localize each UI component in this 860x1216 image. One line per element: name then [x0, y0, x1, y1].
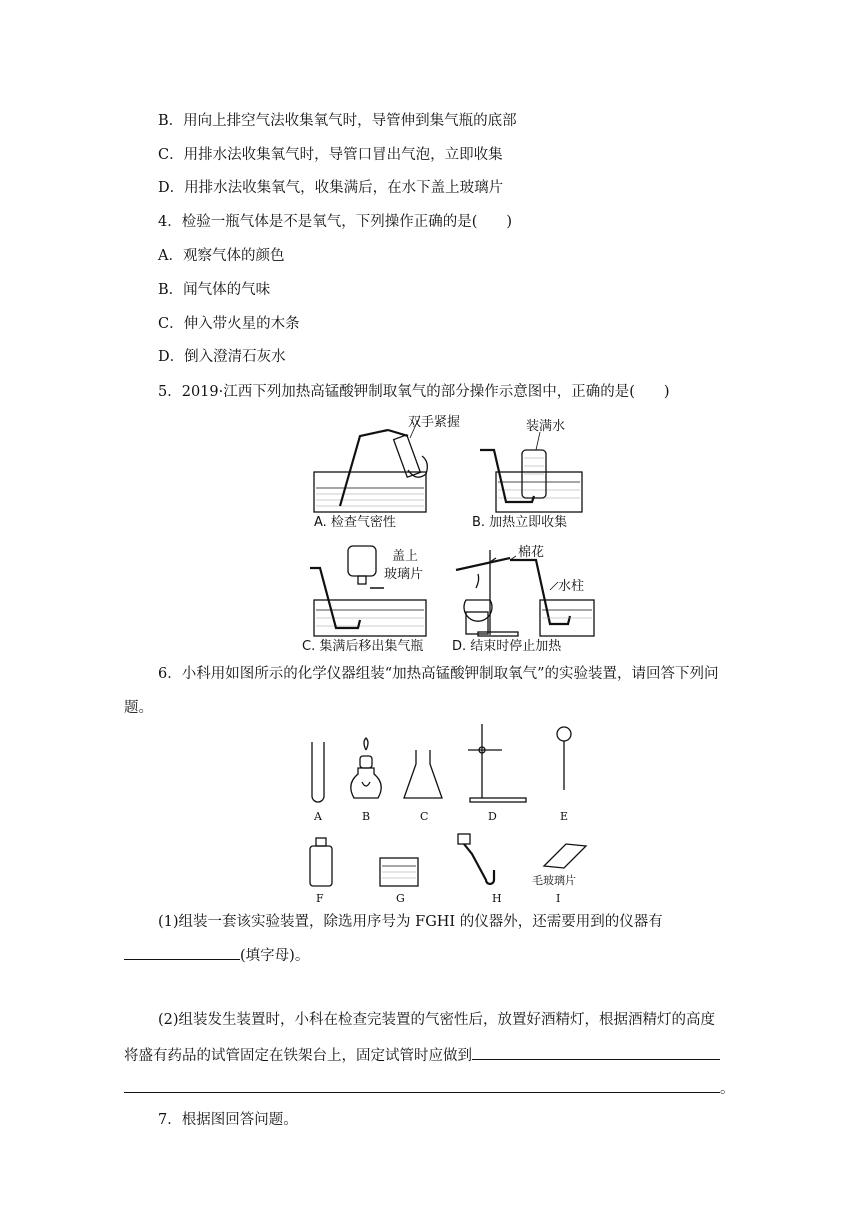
q5-figc-note2: 玻璃片 — [384, 567, 424, 582]
q3-option-d: D．用排水法收集氧气，收集满后，在水下盖上玻璃片 — [158, 180, 504, 196]
apparatus-c-conical-flask — [404, 750, 442, 823]
q4-stem: 4．检验一瓶气体是不是氧气，下列操作正确的是( ) — [158, 214, 513, 230]
q3-option-b: B．用向上排空气法收集氧气时，导管伸到集气瓶的底部 — [158, 113, 517, 129]
q6-part2-line1: (2)组装发生装置时，小科在检查完装置的气密性后，放置好酒精灯，根据酒精灯的高度 — [158, 1012, 716, 1028]
q6-part2-text: 将盛有药品的试管固定在铁架台上，固定试管时应做到 — [124, 1048, 472, 1064]
q6-part1-line2 — [124, 945, 309, 966]
q5-figc-caption: C. 集满后移出集气瓶 — [302, 639, 424, 654]
svg-text:E: E — [560, 810, 569, 823]
svg-text:F: F — [316, 892, 324, 905]
q6-part2-line3 — [124, 1078, 735, 1099]
apparatus-h-delivery-tube — [458, 834, 502, 905]
q6-part2-line2 — [124, 1045, 720, 1066]
q6-part2-answer-blank-a[interactable] — [472, 1045, 720, 1060]
q4-option-a: A．观察气体的颜色 — [158, 248, 285, 264]
q6-part1-answer-blank[interactable] — [124, 945, 240, 960]
q6-part2-answer-blank-b[interactable] — [124, 1078, 720, 1093]
q5-figure — [300, 410, 600, 655]
q6-apparatus-figure — [296, 720, 596, 905]
q5-panel-d — [452, 544, 594, 654]
apparatus-e-dropper — [557, 727, 571, 823]
q5-figa-caption: A. 检查气密性 — [314, 515, 396, 530]
svg-text:H: H — [492, 892, 502, 905]
svg-text:D: D — [488, 810, 497, 823]
q6-part1-suffix: (填字母)。 — [240, 948, 310, 964]
svg-text:A: A — [314, 810, 322, 823]
q6-part2-end: 。 — [720, 1081, 735, 1097]
q5-figb-note: 装满水 — [526, 419, 566, 434]
svg-text:B: B — [362, 810, 371, 823]
apparatus-d-iron-stand — [468, 724, 526, 823]
q6-stem-line1: 6．小科用如图所示的化学仪器组装“加热高锰酸钾制取氧气”的实验装置，请回答下列问 — [158, 666, 719, 682]
q5-figc-note1: 盖上 — [392, 549, 419, 564]
q5-figb-caption: B. 加热立即收集 — [472, 515, 568, 530]
q4-option-b: B．闻气体的气味 — [158, 282, 271, 298]
q5-figd-caption: D. 结束时停止加热 — [452, 639, 562, 654]
q4-option-d: D．倒入澄清石灰水 — [158, 349, 286, 365]
q3-option-c: C．用排水法收集氧气时，导管口冒出气泡，立即收集 — [158, 147, 503, 163]
q6-stem-line2: 题。 — [124, 700, 153, 716]
svg-text:C: C — [420, 810, 429, 823]
svg-text:G: G — [396, 892, 405, 905]
apparatus-b-alcohol-lamp — [351, 738, 381, 823]
q5-stem: 5．2019·江西下列加热高锰酸钾制取氧气的部分操作示意图中，正确的是( ) — [158, 384, 670, 400]
q5-figd-note1: 棉花 — [518, 545, 545, 560]
apparatus-a-test-tube — [312, 742, 324, 823]
q7-stem: 7．根据图回答问题。 — [158, 1112, 298, 1128]
q5-figa-note: 双手紧握 — [408, 415, 461, 430]
apparatus-i-glass-slide — [532, 844, 586, 905]
glass-slide-label: 毛玻璃片 — [532, 874, 576, 887]
q5-figd-note2: 水柱 — [558, 579, 585, 594]
q5-panel-c — [302, 546, 426, 654]
q5-panel-a — [314, 414, 460, 530]
svg-text:I: I — [556, 892, 561, 905]
apparatus-f-gas-jar — [310, 838, 332, 905]
q6-part1-line1: (1)组装一套该实验装置，除选用序号为 FGHI 的仪器外，还需要用到的仪器有 — [158, 914, 663, 930]
q4-option-c: C．伸入带火星的木条 — [158, 316, 300, 332]
q5-panel-b — [472, 418, 582, 530]
apparatus-g-water-trough — [380, 858, 418, 905]
